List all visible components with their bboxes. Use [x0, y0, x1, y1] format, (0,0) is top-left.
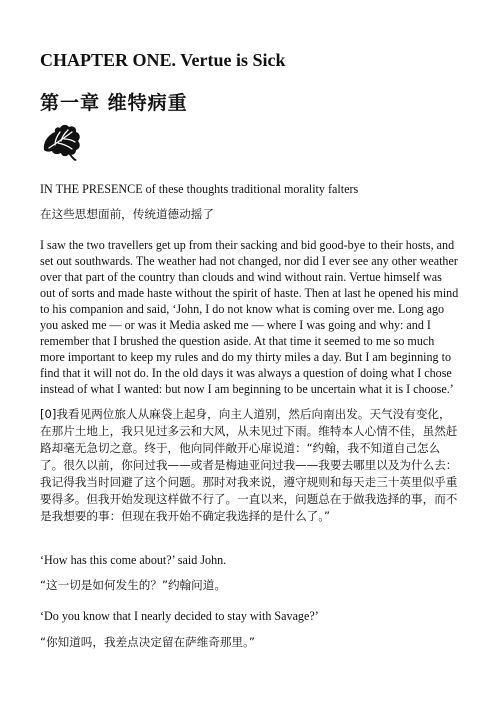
- paragraph-zh-2: “这一切是如何发生的？”约翰问道。: [40, 578, 226, 592]
- paragraph-en-2: ‘How has this come about?’ said John.: [40, 553, 227, 567]
- epigraph-zh: 在这些思想面前，传统道德动摇了: [40, 207, 214, 221]
- paragraph-en-1: I saw the two travellers get up from their sacking and bid good-bye to their hosts, and set out southwards. The weather had not changed, nor did I ever see any other weather over that part of the country than clouds and wind without rain. Vertue himself was out of sorts and made haste without the spirit of haste. Then at last he opened his mind to his companion and said, ‘John, I do not know what is coming over me. Long ago you asked me — or was it Media asked me — where I was going and why: and I remember that I brushed the question aside. At that time it seemed to me so much more important to keep my rules and do my thirty miles a day. But I am beginning to find that it will not do. In the old days it was always a question of doing what I chose instead of what I wanted: but now I am beginning to be uncertain what it is I choose.’: [40, 238, 459, 396]
- leaf-ornament-icon: [40, 120, 84, 164]
- chapter-title-en: CHAPTER ONE. Vertue is Sick: [40, 50, 286, 70]
- paragraph-zh-3: “你知道吗，我差点决定留在萨维奇那里。”: [40, 635, 255, 649]
- chapter-title-zh: 第一章 维特病重: [40, 92, 188, 114]
- paragraph-zh-1: [0]我看见两位旅人从麻袋上起身，向主人道别，然后向南出发。天气没有变化，在那片土地上，我只见过多云和大风，从未见过下雨。维特本人心情不佳，虽然赶路却毫无急切之意。终于，他向同伴敞开心扉说道：“约翰，我不知道自己怎么了。很久以前，你问过我——或者是梅迪亚问过我——我要去哪里以及为什么去：我记得我当时回避了这个问题。那时对我来说，遵守规则和每天走三十英里似乎重要得多。但我开始发现这样做不行了。一直以来，问题总在于做我选择的事，而不是我想要的事：但现在我开始不确定我选择的是什么了。”: [40, 407, 458, 523]
- epigraph-en: IN THE PRESENCE of these thoughts traditional morality falters: [40, 182, 359, 196]
- paragraph-en-3: ‘Do you know that I nearly decided to stay with Savage?’: [40, 609, 319, 623]
